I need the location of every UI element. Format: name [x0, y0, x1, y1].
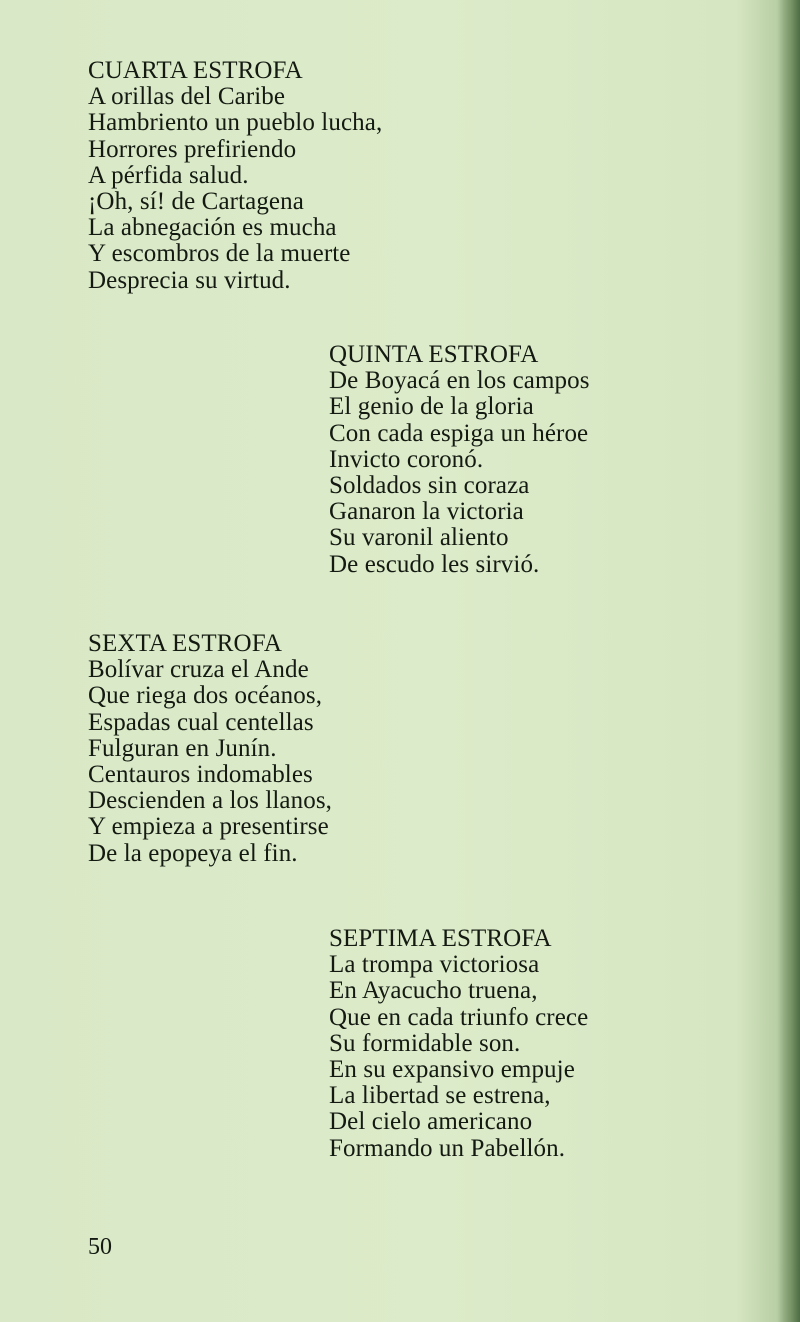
verse-line: Formando un Pabellón.: [329, 1134, 566, 1162]
stanza-heading: QUINTA ESTROFA: [329, 341, 539, 368]
verse-line: Con cada espiga un héroe: [329, 419, 589, 447]
verse-line: Y escombros de la muerte: [88, 240, 351, 268]
verse-line: La abnegación es mucha: [88, 214, 337, 242]
verse-line: Que en cada triunfo crece: [329, 1003, 589, 1031]
verse-line: La libertad se estrena,: [329, 1082, 551, 1110]
verse-line: Bolívar cruza el Ande: [88, 656, 309, 684]
verse-line: De escudo les sirvió.: [329, 550, 540, 578]
verse-line: Centauros indomables: [88, 761, 313, 789]
stanza-heading: CUARTA ESTROFA: [88, 57, 303, 84]
verse-line: ¡Oh, sí! de Cartagena: [88, 188, 304, 216]
verse-line: Hambriento un pueblo lucha,: [88, 109, 383, 137]
verse-line: Horrores prefiriendo: [88, 135, 297, 163]
stanza-cuarta: [88, 58, 382, 294]
verse-line: Espadas cual centellas: [88, 708, 314, 736]
stanza-septima: [329, 926, 588, 1162]
page-edge-shadow: [778, 0, 800, 1322]
verse-line: De la epopeya el fin.: [88, 839, 298, 867]
stanza-heading: SEPTIMA ESTROFA: [329, 925, 552, 952]
verse-line: Y empieza a presentirse: [88, 813, 329, 841]
verse-line: Descienden a los llanos,: [88, 787, 333, 815]
verse-line: Que riega dos océanos,: [88, 682, 323, 710]
verse-line: Ganaron la victoria: [329, 498, 524, 526]
verse-line: En su expansivo empuje: [329, 1056, 575, 1084]
verse-line: Fulguran en Junín.: [88, 734, 277, 762]
verse-line: Su varonil aliento: [329, 524, 509, 552]
verse-line: De Boyacá en los campos: [329, 367, 590, 395]
verse-line: En Ayacucho truena,: [329, 977, 538, 1005]
verse-line: El genio de la gloria: [329, 393, 534, 421]
page-number: 50: [88, 1234, 112, 1260]
stanza-sexta: [88, 631, 332, 867]
stanza-heading: SEXTA ESTROFA: [88, 630, 283, 657]
verse-line: Desprecia su virtud.: [88, 266, 291, 294]
verse-line: La trompa victoriosa: [329, 951, 540, 979]
verse-line: Del cielo americano: [329, 1108, 533, 1136]
stanza-quinta: [329, 342, 590, 578]
verse-line: Su formidable son.: [329, 1029, 521, 1057]
verse-line: A pérfida salud.: [88, 161, 249, 189]
verse-line: A orillas del Caribe: [88, 83, 286, 111]
verse-line: Invicto coronó.: [329, 445, 484, 473]
verse-line: Soldados sin coraza: [329, 472, 530, 500]
